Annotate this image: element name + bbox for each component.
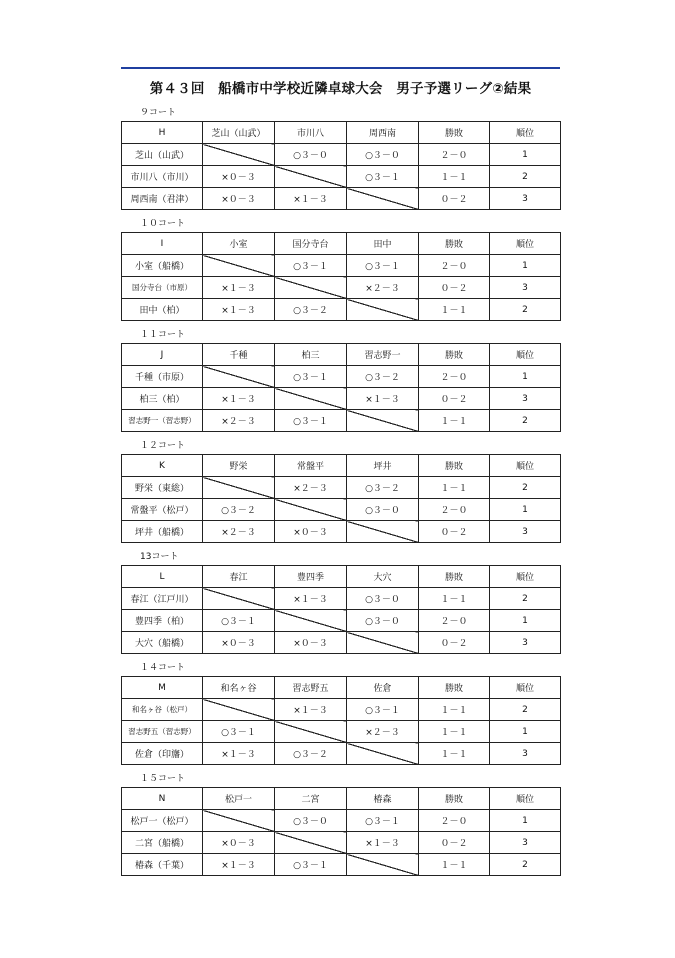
- group-label: I: [122, 233, 203, 255]
- table-row: [122, 166, 561, 188]
- table-row: [122, 410, 561, 432]
- rank-header: 順位: [490, 566, 561, 588]
- group-label: H: [122, 122, 203, 144]
- match-result: ○３－１: [275, 366, 347, 388]
- table-row: [122, 144, 561, 166]
- match-result: ○３－１: [275, 854, 347, 876]
- table-row: [122, 255, 561, 277]
- record-header: 勝敗: [419, 455, 490, 477]
- match-result: ×２－３: [347, 277, 419, 299]
- league-block: [121, 438, 560, 543]
- rank-header: 順位: [490, 122, 561, 144]
- match-result: ×０－３: [203, 166, 275, 188]
- match-result: ○３－０: [275, 810, 347, 832]
- court-label: １４コート: [140, 663, 186, 673]
- self-match-cell: [347, 854, 419, 876]
- document: [121, 67, 560, 876]
- match-result: ×０－３: [203, 832, 275, 854]
- opponent-header: 椿森: [347, 788, 419, 810]
- team-name: 野栄（東総）: [122, 477, 203, 499]
- rank-value: 1: [490, 610, 561, 632]
- self-match-cell: [203, 699, 275, 721]
- win-loss: １－１: [419, 477, 490, 499]
- self-match-cell: [275, 499, 347, 521]
- court-label: １１コート: [140, 330, 186, 340]
- table-row: [122, 277, 561, 299]
- match-result: ○３－２: [275, 299, 347, 321]
- league-table: [121, 343, 561, 432]
- self-match-cell: [347, 188, 419, 210]
- match-result: ○３－０: [347, 499, 419, 521]
- win-loss: ０－２: [419, 632, 490, 654]
- match-result: ×１－３: [203, 299, 275, 321]
- rank-value: 3: [490, 521, 561, 543]
- rank-value: 2: [490, 166, 561, 188]
- win-loss: １－１: [419, 699, 490, 721]
- match-result: ×２－３: [347, 721, 419, 743]
- header-row: [122, 788, 561, 810]
- team-name: 和名ヶ谷（松戸）: [122, 699, 203, 721]
- match-result: ○３－２: [347, 477, 419, 499]
- win-loss: ０－２: [419, 521, 490, 543]
- league-block: [121, 660, 560, 765]
- opponent-header: 春江: [203, 566, 275, 588]
- court-label: １２コート: [140, 441, 186, 451]
- team-name: 二宮（船橋）: [122, 832, 203, 854]
- win-loss: ２－０: [419, 255, 490, 277]
- rank-value: 3: [490, 832, 561, 854]
- opponent-header: 野栄: [203, 455, 275, 477]
- group-label: M: [122, 677, 203, 699]
- match-result: ○３－１: [347, 699, 419, 721]
- league-block: [121, 549, 560, 654]
- self-match-cell: [203, 477, 275, 499]
- opponent-header: 佐倉: [347, 677, 419, 699]
- opponent-header: 二宮: [275, 788, 347, 810]
- self-match-cell: [347, 632, 419, 654]
- group-label: L: [122, 566, 203, 588]
- match-result: ○３－０: [275, 144, 347, 166]
- opponent-header: 柏三: [275, 344, 347, 366]
- win-loss: ０－２: [419, 277, 490, 299]
- opponent-header: 芝山（山武）: [203, 122, 275, 144]
- win-loss: １－１: [419, 588, 490, 610]
- rank-value: 3: [490, 188, 561, 210]
- self-match-cell: [203, 255, 275, 277]
- win-loss: ２－０: [419, 810, 490, 832]
- header-row: [122, 455, 561, 477]
- team-name: 佐倉（印旛）: [122, 743, 203, 765]
- match-result: ×１－３: [203, 277, 275, 299]
- self-match-cell: [203, 810, 275, 832]
- league-table: [121, 232, 561, 321]
- win-loss: ２－０: [419, 499, 490, 521]
- table-row: [122, 299, 561, 321]
- match-result: ×０－３: [275, 632, 347, 654]
- league-block: [121, 771, 560, 876]
- record-header: 勝敗: [419, 233, 490, 255]
- league-table: [121, 121, 561, 210]
- table-row: [122, 699, 561, 721]
- table-row: [122, 521, 561, 543]
- rank-header: 順位: [490, 233, 561, 255]
- court-label: １５コート: [140, 774, 186, 784]
- win-loss: ２－０: [419, 366, 490, 388]
- self-match-cell: [275, 277, 347, 299]
- opponent-header: 習志野五: [275, 677, 347, 699]
- table-row: [122, 588, 561, 610]
- table-row: [122, 610, 561, 632]
- rank-value: 2: [490, 588, 561, 610]
- record-header: 勝敗: [419, 566, 490, 588]
- match-result: ○３－１: [347, 255, 419, 277]
- team-name: 周西南（君津）: [122, 188, 203, 210]
- league-list: [121, 105, 560, 876]
- rank-value: 3: [490, 388, 561, 410]
- rank-value: 2: [490, 410, 561, 432]
- title-rule: [121, 67, 560, 69]
- match-result: ×１－３: [203, 854, 275, 876]
- table-row: [122, 721, 561, 743]
- match-result: ×０－３: [203, 632, 275, 654]
- opponent-header: 豊四季: [275, 566, 347, 588]
- league-table: [121, 676, 561, 765]
- match-result: ○３－１: [275, 410, 347, 432]
- team-name: 椿森（千葉）: [122, 854, 203, 876]
- rank-value: 1: [490, 144, 561, 166]
- win-loss: ２－０: [419, 610, 490, 632]
- win-loss: ２－０: [419, 144, 490, 166]
- match-result: ×１－３: [347, 388, 419, 410]
- match-result: ○３－２: [203, 499, 275, 521]
- win-loss: １－１: [419, 721, 490, 743]
- header-row: [122, 344, 561, 366]
- win-loss: １－１: [419, 743, 490, 765]
- match-result: ○３－０: [347, 588, 419, 610]
- header-row: [122, 122, 561, 144]
- team-name: 豊四季（柏）: [122, 610, 203, 632]
- page-title: 第４３回 船橋市中学校近隣卓球大会 男子予選リーグ②結果: [149, 81, 532, 97]
- league-table: [121, 565, 561, 654]
- match-result: ×１－３: [275, 588, 347, 610]
- table-row: [122, 499, 561, 521]
- win-loss: １－１: [419, 854, 490, 876]
- rank-value: 2: [490, 699, 561, 721]
- team-name: 千種（市原）: [122, 366, 203, 388]
- win-loss: １－１: [419, 410, 490, 432]
- table-row: [122, 743, 561, 765]
- self-match-cell: [275, 388, 347, 410]
- group-label: N: [122, 788, 203, 810]
- record-header: 勝敗: [419, 677, 490, 699]
- match-result: ×０－３: [275, 521, 347, 543]
- self-match-cell: [275, 721, 347, 743]
- rank-value: 1: [490, 721, 561, 743]
- rank-value: 2: [490, 477, 561, 499]
- table-row: [122, 810, 561, 832]
- record-header: 勝敗: [419, 122, 490, 144]
- record-header: 勝敗: [419, 788, 490, 810]
- rank-value: 2: [490, 299, 561, 321]
- rank-value: 1: [490, 810, 561, 832]
- match-result: ○３－１: [203, 610, 275, 632]
- team-name: 芝山（山武）: [122, 144, 203, 166]
- team-name: 国分寺台（市原）: [122, 277, 203, 299]
- match-result: ○３－０: [347, 144, 419, 166]
- team-name: 市川八（市川）: [122, 166, 203, 188]
- match-result: ○３－１: [203, 721, 275, 743]
- rank-value: 1: [490, 366, 561, 388]
- opponent-header: 常盤平: [275, 455, 347, 477]
- team-name: 大穴（船橋）: [122, 632, 203, 654]
- table-row: [122, 188, 561, 210]
- record-header: 勝敗: [419, 344, 490, 366]
- self-match-cell: [275, 166, 347, 188]
- rank-value: 2: [490, 854, 561, 876]
- table-row: [122, 477, 561, 499]
- match-result: ○３－２: [347, 366, 419, 388]
- rank-value: 1: [490, 255, 561, 277]
- match-result: ○３－１: [347, 166, 419, 188]
- team-name: 柏三（柏）: [122, 388, 203, 410]
- match-result: ×１－３: [203, 743, 275, 765]
- opponent-header: 周西南: [347, 122, 419, 144]
- table-row: [122, 854, 561, 876]
- team-name: 習志野五（習志野）: [122, 721, 203, 743]
- table-row: [122, 388, 561, 410]
- table-row: [122, 832, 561, 854]
- team-name: 坪井（船橋）: [122, 521, 203, 543]
- opponent-header: 大穴: [347, 566, 419, 588]
- self-match-cell: [347, 743, 419, 765]
- win-loss: ０－２: [419, 388, 490, 410]
- self-match-cell: [275, 832, 347, 854]
- header-row: [122, 677, 561, 699]
- win-loss: １－１: [419, 299, 490, 321]
- team-name: 小室（船橋）: [122, 255, 203, 277]
- match-result: ×１－３: [275, 699, 347, 721]
- court-label: １０コート: [140, 219, 186, 229]
- rank-value: 1: [490, 499, 561, 521]
- rank-header: 順位: [490, 677, 561, 699]
- court-label: ９コート: [140, 108, 177, 118]
- match-result: ×０－３: [203, 188, 275, 210]
- group-label: J: [122, 344, 203, 366]
- opponent-header: 和名ヶ谷: [203, 677, 275, 699]
- match-result: ×２－３: [203, 521, 275, 543]
- rank-header: 順位: [490, 788, 561, 810]
- match-result: ×２－３: [203, 410, 275, 432]
- self-match-cell: [203, 588, 275, 610]
- opponent-header: 千種: [203, 344, 275, 366]
- match-result: ○３－１: [275, 255, 347, 277]
- team-name: 常盤平（松戸）: [122, 499, 203, 521]
- rank-header: 順位: [490, 344, 561, 366]
- opponent-header: 坪井: [347, 455, 419, 477]
- court-label: 13コート: [140, 552, 179, 562]
- match-result: ○３－１: [347, 810, 419, 832]
- team-name: 習志野一（習志野）: [122, 410, 203, 432]
- opponent-header: 市川八: [275, 122, 347, 144]
- group-label: K: [122, 455, 203, 477]
- rank-value: 3: [490, 743, 561, 765]
- win-loss: ０－２: [419, 188, 490, 210]
- match-result: ×１－３: [203, 388, 275, 410]
- rank-value: 3: [490, 277, 561, 299]
- team-name: 田中（柏）: [122, 299, 203, 321]
- league-table: [121, 787, 561, 876]
- win-loss: ０－２: [419, 832, 490, 854]
- self-match-cell: [203, 144, 275, 166]
- match-result: ×１－３: [275, 188, 347, 210]
- league-block: [121, 327, 560, 432]
- self-match-cell: [275, 610, 347, 632]
- opponent-header: 松戸一: [203, 788, 275, 810]
- match-result: ×１－３: [347, 832, 419, 854]
- header-row: [122, 566, 561, 588]
- opponent-header: 習志野一: [347, 344, 419, 366]
- table-row: [122, 366, 561, 388]
- self-match-cell: [203, 366, 275, 388]
- rank-value: 3: [490, 632, 561, 654]
- team-name: 春江（江戸川）: [122, 588, 203, 610]
- table-row: [122, 632, 561, 654]
- league-table: [121, 454, 561, 543]
- win-loss: １－１: [419, 166, 490, 188]
- league-block: [121, 216, 560, 321]
- opponent-header: 国分寺台: [275, 233, 347, 255]
- self-match-cell: [347, 521, 419, 543]
- opponent-header: 小室: [203, 233, 275, 255]
- self-match-cell: [347, 410, 419, 432]
- header-row: [122, 233, 561, 255]
- match-result: ○３－０: [347, 610, 419, 632]
- league-block: [121, 105, 560, 210]
- opponent-header: 田中: [347, 233, 419, 255]
- rank-header: 順位: [490, 455, 561, 477]
- match-result: ×２－３: [275, 477, 347, 499]
- team-name: 松戸一（松戸）: [122, 810, 203, 832]
- self-match-cell: [347, 299, 419, 321]
- match-result: ○３－２: [275, 743, 347, 765]
